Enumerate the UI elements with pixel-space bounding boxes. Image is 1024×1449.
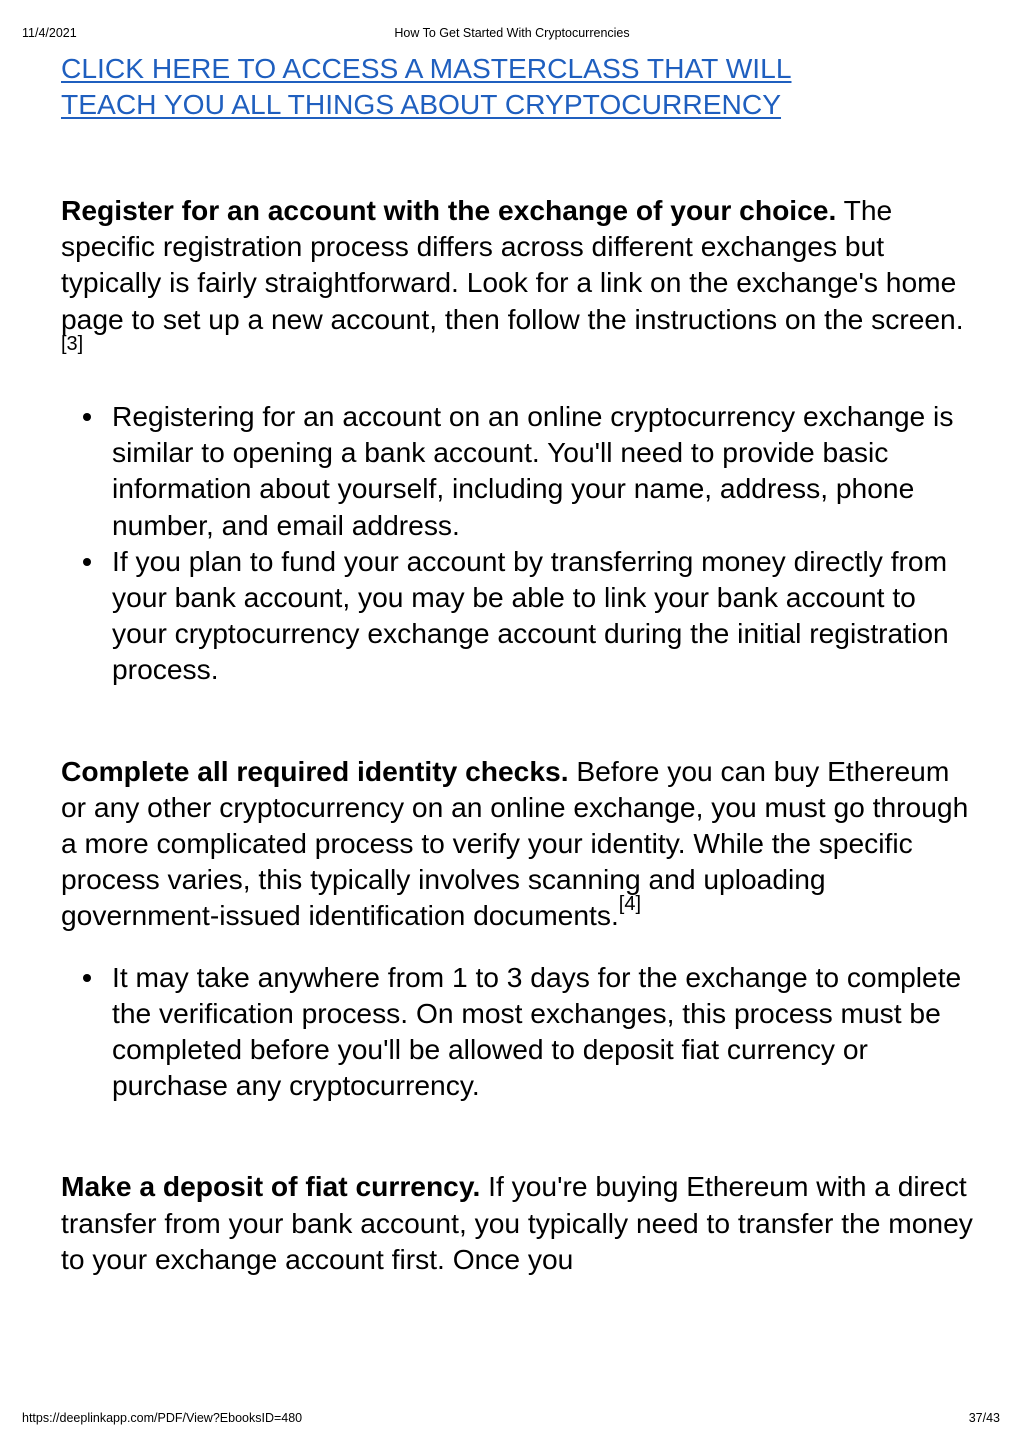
list-item: If you plan to fund your account by transferring money directly from your bank account, you may be able to link your bank account to your cryptocurrency exchange account during the initial registration process.	[112, 543, 973, 688]
section-deposit-heading: Make a deposit of fiat currency.	[61, 1170, 481, 1203]
footer-url: https://deeplinkapp.com/PDF/View?EbooksID=480	[22, 1411, 303, 1425]
section-identity	[61, 753, 973, 934]
header-date: 11/4/2021	[22, 26, 77, 40]
section-deposit	[61, 1168, 973, 1277]
citation-4-link[interactable]: [4]	[618, 893, 642, 916]
page-content	[61, 50, 973, 1277]
section-identity-text: Before you can buy Ethereum or any other cryptocurrency on an online exchange, you must go through a more complicated process to verify your identity. While the specific process varies, this typically involves scanning and uploading government-issued identification documents.	[61, 754, 969, 932]
masterclass-link[interactable]: CLICK HERE TO ACCESS A MASTERCLASS THAT WILL TEACH YOU ALL THINGS ABOUT CRYPTOCURRENCY	[61, 52, 792, 120]
section-identity-heading: Complete all required identity checks.	[61, 754, 569, 787]
section-register-text: The specific registration process differs across different exchanges but typically is fairly straightforward. Look for a link on the exchange's home page to set up a new account, then follow the instructions on the screen.	[61, 194, 964, 335]
register-bullet-list	[61, 398, 973, 688]
list-item: It may take anywhere from 1 to 3 days for the exchange to complete the verification process. On most exchanges, this process must be completed before you'll be allowed to deposit fiat currency or purchase any cryptocurrency.	[112, 959, 973, 1104]
section-register-heading: Register for an account with the exchange of your choice.	[61, 194, 837, 226]
list-item: Registering for an account on an online cryptocurrency exchange is similar to opening a bank account. You'll need to provide basic information about yourself, including your name, address, phone number, and email address.	[112, 398, 973, 543]
citation-3-link[interactable]: [3]	[61, 332, 84, 355]
section-deposit-text: If you're buying Ethereum with a direct transfer from your bank account, you typically need to transfer the money to your exchange account first. Once you	[61, 1170, 973, 1275]
section-register	[61, 192, 973, 373]
footer-page-number: 37/43	[968, 1411, 1000, 1425]
header-title: How To Get Started With Cryptocurrencies	[394, 26, 630, 40]
identity-bullet-list	[61, 959, 973, 1104]
